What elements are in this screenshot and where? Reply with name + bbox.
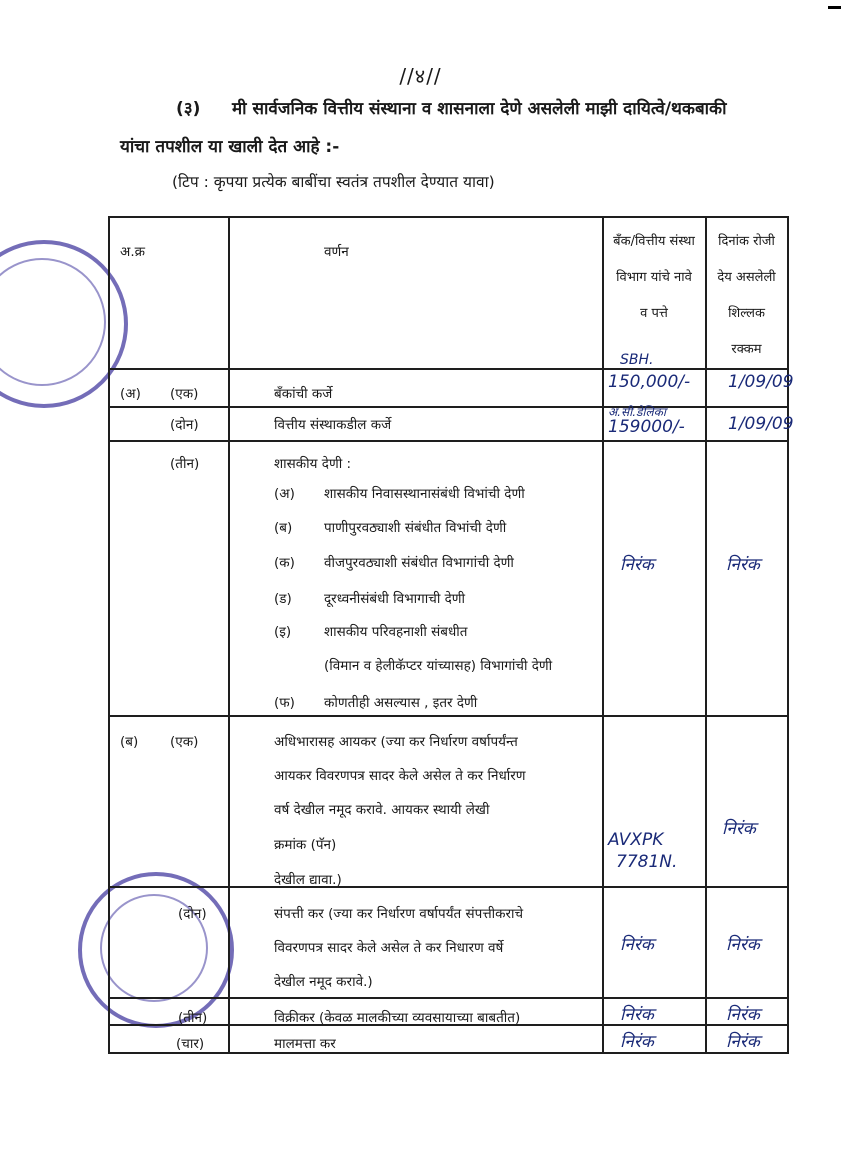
- item-key: (इ): [274, 624, 292, 640]
- section-heading-line1: मी सार्वजनिक वित्तीय संस्थाना व शासनाला देणे असलेली माझी दायित्वे/थकबाकी: [232, 99, 727, 119]
- corner-marker: [828, 6, 841, 9]
- row-line: क्रमांक (पॅन): [274, 837, 337, 853]
- row-line: देखील नमूद करावे.): [274, 974, 373, 990]
- item-key: (फ): [274, 695, 295, 711]
- section-number: (३): [176, 99, 201, 119]
- header-serial: अ.क्र: [120, 244, 145, 260]
- item-key: (क): [274, 555, 295, 571]
- item-text: पाणीपुरवठ्याशी संबंधीत विभांची देणी: [324, 520, 507, 536]
- handwritten-nil: निरंक: [620, 1005, 654, 1025]
- item-text: शासकीय परिवहनाशी संबधीत: [324, 624, 468, 640]
- row-line: देखील द्यावा.): [274, 872, 342, 888]
- item-text: दूरध्वनीसंबंधी विभागाची देणी: [324, 591, 466, 607]
- row-text: वित्तीय संस्थाकडील कर्जे: [274, 417, 392, 433]
- row-sub: (दोन): [178, 906, 207, 922]
- item-text: (विमान व हेलीकॅप्टर यांच्यासह) विभागांची देणी: [324, 658, 553, 674]
- section-heading-line2: यांचा तपशील या खाली देत आहे :-: [120, 137, 340, 157]
- item-text: वीजपुरवठ्याशी संबंधीत विभागांची देणी: [324, 555, 514, 571]
- handwritten-amount: 150,000/-: [608, 372, 691, 392]
- row-text: बँकांची कर्जे: [274, 386, 333, 402]
- row-line: अधिभारासह आयकर (ज्या कर निर्धारण वर्षापर्यंन्त: [274, 734, 518, 750]
- header-description: वर्णन: [324, 244, 349, 260]
- header-date: [706, 224, 787, 368]
- handwritten-institution: अ.सी.डेलिका: [608, 405, 667, 419]
- item-text: शासकीय निवासस्थानासंबंधी विभांची देणी: [324, 486, 525, 502]
- handwritten-nil: निरंक: [726, 555, 760, 575]
- header-date-line: दिनांक रोजी: [718, 234, 775, 249]
- page-number-header: //४//: [399, 64, 442, 88]
- header-date-line: रक्कम: [731, 342, 762, 357]
- handwritten-date: 1/09/09: [728, 372, 794, 392]
- handwritten-bank-name: SBH.: [620, 352, 654, 368]
- row-line: संपत्ती कर (ज्या कर निर्धारण वर्षापर्यंत संपत्तीकराचे: [274, 906, 524, 922]
- header-bank-line: व पत्ते: [640, 306, 668, 321]
- handwritten-nil: निरंक: [726, 1032, 760, 1052]
- row-group-a: (अ): [120, 386, 141, 402]
- handwritten-nil: निरंक: [620, 1032, 654, 1052]
- row-sub: (एक): [170, 386, 199, 402]
- item-text: कोणतीही असल्यास , इतर देणी: [324, 695, 478, 711]
- row-sub: (तीन): [178, 1010, 208, 1026]
- header-bank: [603, 224, 705, 332]
- item-key: (अ): [274, 486, 295, 502]
- handwritten-pan: 7781N.: [616, 852, 678, 872]
- row-text: शासकीय देणी :: [274, 456, 352, 472]
- handwritten-nil: निरंक: [722, 819, 756, 839]
- item-key: (ब): [274, 520, 293, 536]
- row-line: आयकर विवरणपत्र सादर केले असेल ते कर निर्धारण: [274, 768, 526, 784]
- row-sub: (दोन): [170, 417, 199, 433]
- handwritten-amount: 159000/-: [608, 417, 685, 437]
- section-heading: [176, 96, 727, 119]
- row-text: विक्रीकर (केवळ मालकीच्या व्यवसायाच्या बाबतीत): [274, 1010, 521, 1026]
- handwritten-date: 1/09/09: [728, 414, 794, 434]
- handwritten-nil: निरंक: [620, 935, 654, 955]
- row-line: वर्ष देखील नमूद करावे. आयकर स्थायी लेखी: [274, 802, 490, 818]
- handwritten-nil: निरंक: [726, 935, 760, 955]
- row-sub: (तीन): [170, 456, 200, 472]
- row-sub: (चार): [176, 1036, 205, 1052]
- header-date-line: शिल्लक: [728, 306, 765, 321]
- row-sub: (एक): [170, 734, 199, 750]
- row-line: विवरणपत्र सादर केले असेल ते कर निधारण वर्षे: [274, 940, 504, 956]
- liabilities-table: [108, 216, 794, 1054]
- row-group-b: (ब): [120, 734, 139, 750]
- instruction-note: (टिप : कृपया प्रत्येक बाबींचा स्वतंत्र तपशील देण्यात यावा): [172, 173, 495, 191]
- handwritten-nil: निरंक: [620, 555, 654, 575]
- handwritten-nil: निरंक: [726, 1005, 760, 1025]
- row-text: मालमत्ता कर: [274, 1036, 336, 1052]
- handwritten-pan: AVXPK: [608, 830, 664, 850]
- header-date-line: देय असलेली: [717, 270, 776, 285]
- header-bank-line: बँक/वित्तीय संस्था: [613, 234, 695, 249]
- item-key: (ड): [274, 591, 292, 607]
- header-bank-line: विभाग यांचे नावे: [616, 270, 692, 285]
